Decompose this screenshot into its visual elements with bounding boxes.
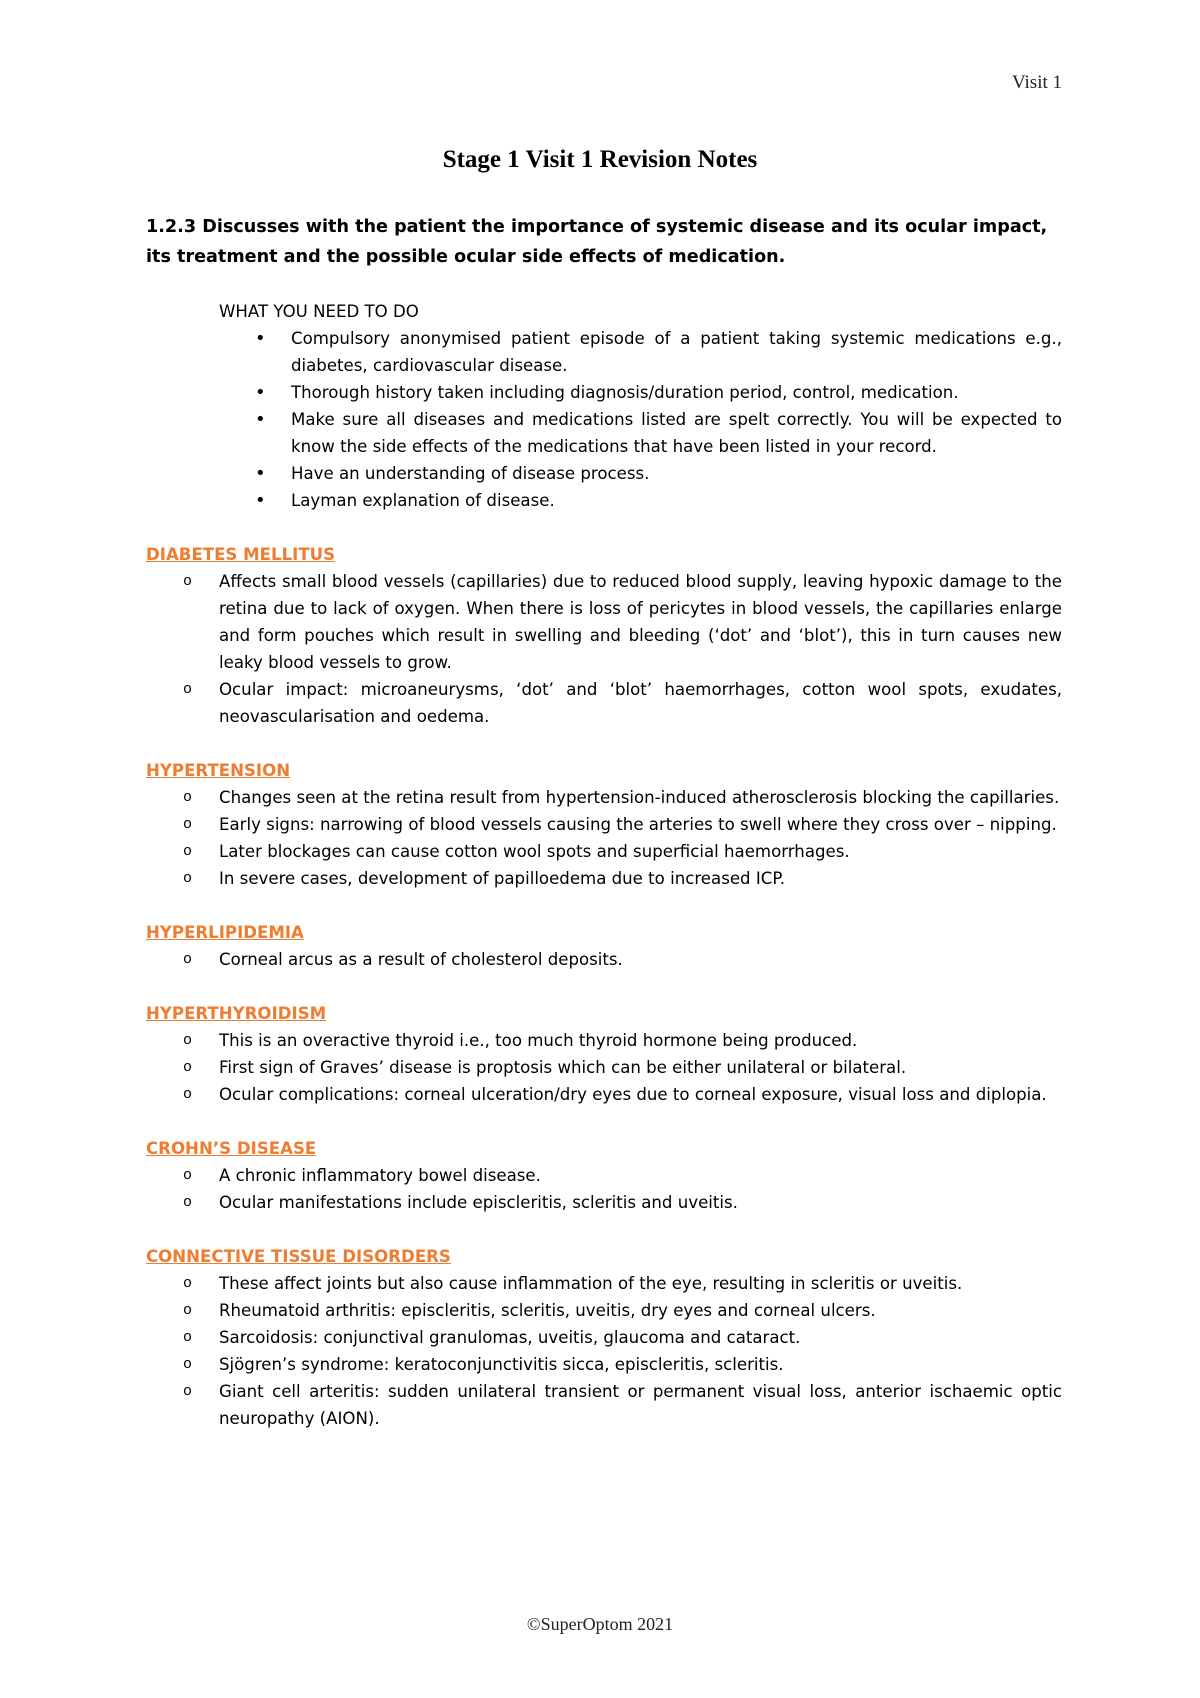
section-list-hyperlipidemia — [146, 946, 1062, 973]
list-item: o Ocular manifestations include episcleritis, scleritis and uveitis. — [219, 1189, 1062, 1216]
section-list-hyperthyroidism — [146, 1027, 1062, 1108]
list-item: o Ocular impact: microaneurysms, ‘dot’ and ‘blot’ haemorrhages, cotton wool spots, exudates, neovascularisation and oedema. — [219, 676, 1062, 730]
page-header-label: Visit 1 — [1011, 72, 1062, 93]
todo-item: • Have an understanding of disease process. — [291, 460, 1062, 487]
list-item: o Sarcoidosis: conjunctival granulomas, uveitis, glaucoma and cataract. — [219, 1324, 1062, 1351]
section-heading-crohns: CROHN’S DISEASE — [146, 1139, 317, 1158]
section-list-hypertension — [146, 784, 1062, 892]
section-heading-diabetes: DIABETES MELLITUS — [146, 545, 336, 564]
list-item: o Early signs: narrowing of blood vessels causing the arteries to swell where they cross over – nipping. — [219, 811, 1062, 838]
list-item: o Changes seen at the retina result from hypertension-induced atherosclerosis blocking the capillaries. — [219, 784, 1062, 811]
list-item: o A chronic inflammatory bowel disease. — [219, 1162, 1062, 1189]
criterion-heading: 1.2.3 Discusses with the patient the importance of systemic disease and its ocular impact, its treatment and the possible ocular side effects of medication. — [146, 217, 1048, 267]
list-item: o Affects small blood vessels (capillaries) due to reduced blood supply, leaving hypoxic damage to the retina due to lack of oxygen. When there is loss of pericytes in blood vessels, the capillaries enlarge and form pouches which result in swelling and bleeding (‘dot’ and ‘blot’), this in turn causes new leaky blood vessels to grow. — [219, 568, 1062, 676]
list-item: o Ocular complications: corneal ulceration/dry eyes due to corneal exposure, visual loss and diplopia. — [219, 1081, 1062, 1108]
document-body — [146, 212, 1062, 1432]
list-item: o This is an overactive thyroid i.e., too much thyroid hormone being produced. — [219, 1027, 1062, 1054]
page-footer-copyright: ©SuperOptom 2021 — [526, 1614, 674, 1634]
list-item: o These affect joints but also cause inflammation of the eye, resulting in scleritis or uveitis. — [219, 1270, 1062, 1297]
section-heading-connective-tissue: CONNECTIVE TISSUE DISORDERS — [146, 1247, 451, 1266]
list-item: o In severe cases, development of papilloedema due to increased ICP. — [219, 865, 1062, 892]
todo-list — [146, 325, 1062, 514]
todo-heading: WHAT YOU NEED TO DO — [219, 302, 419, 321]
list-item: o First sign of Graves’ disease is proptosis which can be either unilateral or bilateral. — [219, 1054, 1062, 1081]
list-item: o Giant cell arteritis: sudden unilateral transient or permanent visual loss, anterior ischaemic optic neuropathy (AION). — [219, 1378, 1062, 1432]
todo-item: • Compulsory anonymised patient episode of a patient taking systemic medications e.g., diabetes, cardiovascular disease. — [291, 325, 1062, 379]
section-heading-hyperlipidemia: HYPERLIPIDEMIA — [146, 923, 304, 942]
section-heading-hypertension: HYPERTENSION — [146, 761, 291, 780]
todo-item: • Thorough history taken including diagnosis/duration period, control, medication. — [291, 379, 1062, 406]
document-title: Stage 1 Visit 1 Revision Notes — [442, 146, 758, 173]
todo-item: • Layman explanation of disease. — [291, 487, 1062, 514]
section-list-diabetes — [146, 568, 1062, 730]
section-heading-hyperthyroidism: HYPERTHYROIDISM — [146, 1004, 327, 1023]
section-list-crohns — [146, 1162, 1062, 1216]
section-list-connective-tissue — [146, 1270, 1062, 1432]
todo-item: • Make sure all diseases and medications listed are spelt correctly. You will be expected to know the side effects of the medications that have been listed in your record. — [291, 406, 1062, 460]
list-item: o Corneal arcus as a result of cholesterol deposits. — [219, 946, 1062, 973]
list-item: o Later blockages can cause cotton wool spots and superficial haemorrhages. — [219, 838, 1062, 865]
list-item: o Rheumatoid arthritis: episcleritis, scleritis, uveitis, dry eyes and corneal ulcers. — [219, 1297, 1062, 1324]
list-item: o Sjögren’s syndrome: keratoconjunctivitis sicca, episcleritis, scleritis. — [219, 1351, 1062, 1378]
